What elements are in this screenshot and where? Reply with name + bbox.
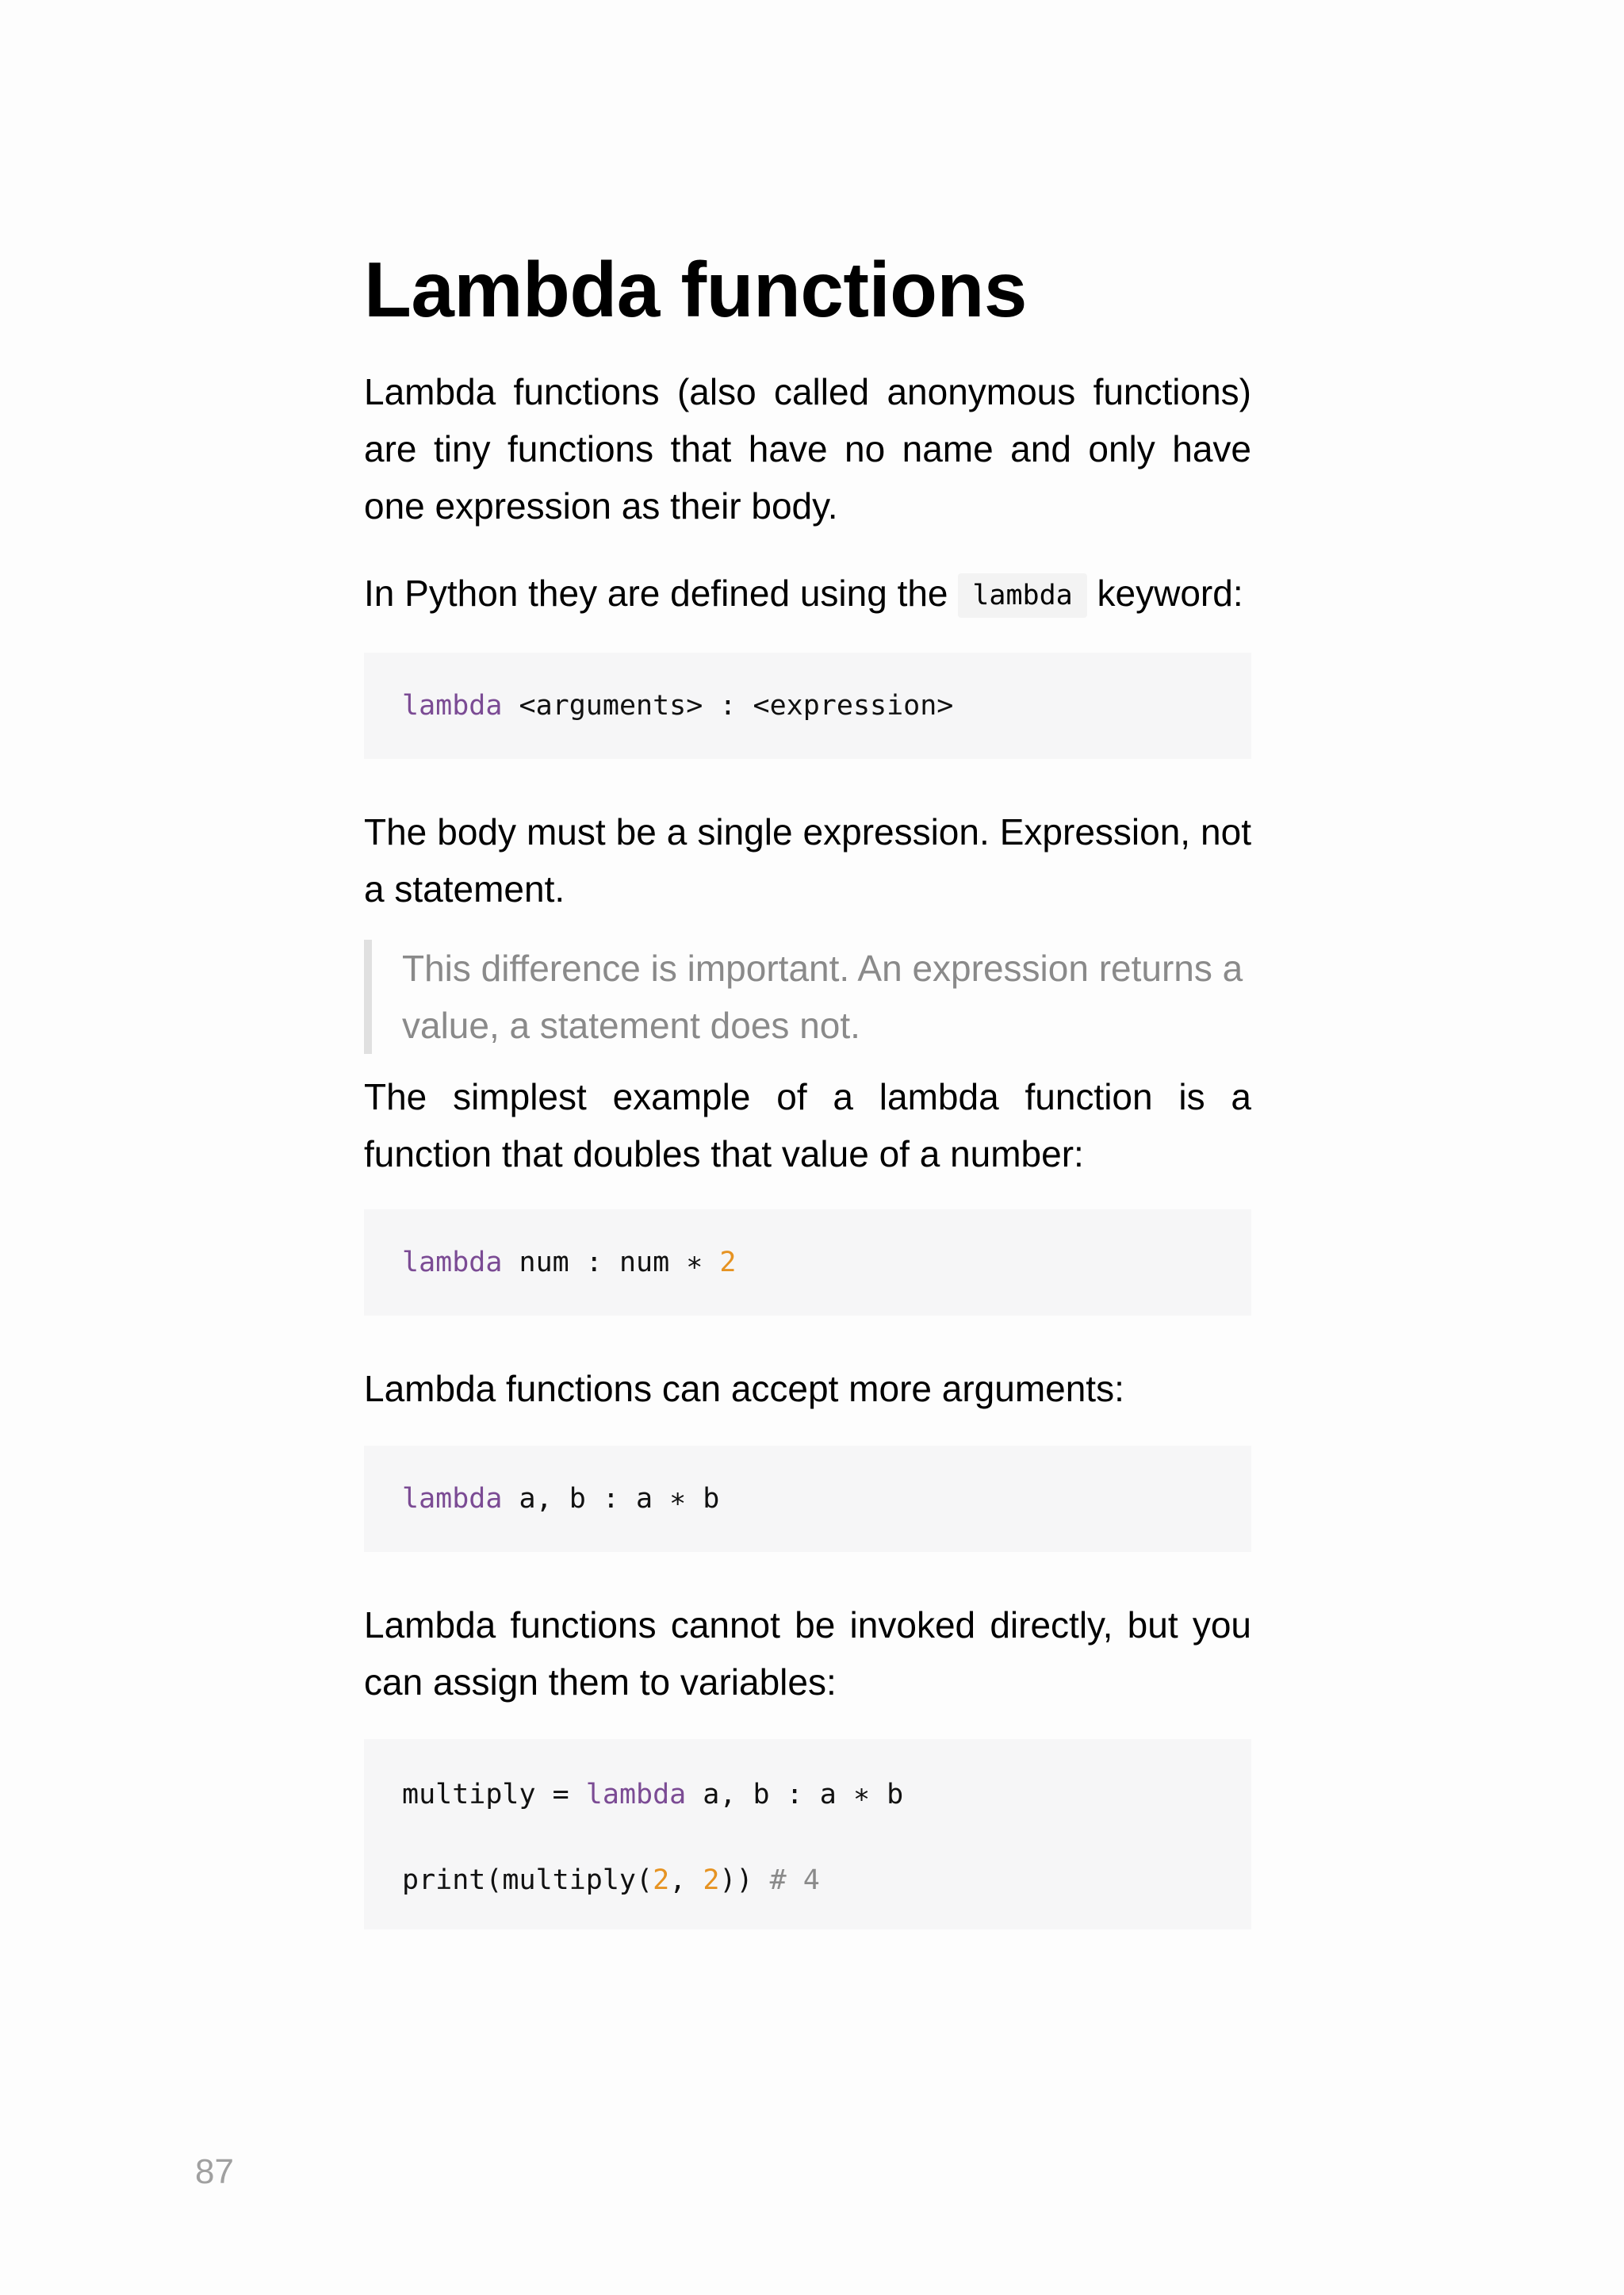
code-number: 2 bbox=[719, 1247, 737, 1278]
inline-code-lambda: lambda bbox=[958, 573, 1086, 618]
assign-paragraph: Lambda functions cannot be invoked directly, but you can assign them to variables: bbox=[364, 1604, 1251, 1703]
definition-paragraph bbox=[364, 565, 1251, 624]
code-text: print(multiply( bbox=[402, 1864, 653, 1896]
code-block-assign bbox=[364, 1739, 1251, 1929]
intro-paragraph: Lambda functions (also called anonymous functions) are tiny functions that have no name and only have one expression as their body. bbox=[364, 371, 1251, 527]
code-text: , bbox=[669, 1864, 703, 1896]
code-block-double bbox=[364, 1209, 1251, 1316]
code-text: )) bbox=[719, 1864, 770, 1896]
code-text: a, b : a ∗ b bbox=[502, 1483, 720, 1515]
code-line-1 bbox=[402, 1779, 903, 1810]
code-line-2 bbox=[402, 1864, 820, 1896]
definition-text-after: keyword: bbox=[1097, 573, 1243, 614]
body-paragraph: The body must be a single expression. Expression, not a statement. bbox=[364, 811, 1251, 910]
page-title: Lambda functions bbox=[364, 246, 1027, 333]
page-number: 87 bbox=[195, 2152, 234, 2191]
blockquote-note: This difference is important. An expression returns a value, a statement does not. bbox=[364, 940, 1251, 1054]
page-content bbox=[364, 238, 1251, 1929]
code-keyword: lambda bbox=[402, 1483, 503, 1515]
code-keyword: lambda bbox=[585, 1779, 687, 1810]
code-comment: # 4 bbox=[769, 1864, 820, 1896]
example-paragraph: The simplest example of a lambda function is a function that doubles that value of a number: bbox=[364, 1076, 1251, 1174]
code-text: a, b : a ∗ b bbox=[686, 1779, 904, 1810]
code-block-syntax bbox=[364, 653, 1251, 759]
code-keyword: lambda bbox=[402, 690, 503, 722]
definition-text-before: In Python they are defined using the bbox=[364, 573, 948, 614]
code-number: 2 bbox=[653, 1864, 670, 1896]
code-text: num : num ∗ bbox=[502, 1247, 720, 1278]
code-text: multiply = bbox=[402, 1779, 586, 1810]
code-text: <arguments> : <expression> bbox=[502, 690, 954, 722]
code-keyword: lambda bbox=[402, 1247, 503, 1278]
code-block-multi bbox=[364, 1446, 1251, 1552]
code-number: 2 bbox=[703, 1864, 720, 1896]
more-args-paragraph: Lambda functions can accept more arguments: bbox=[364, 1368, 1124, 1409]
